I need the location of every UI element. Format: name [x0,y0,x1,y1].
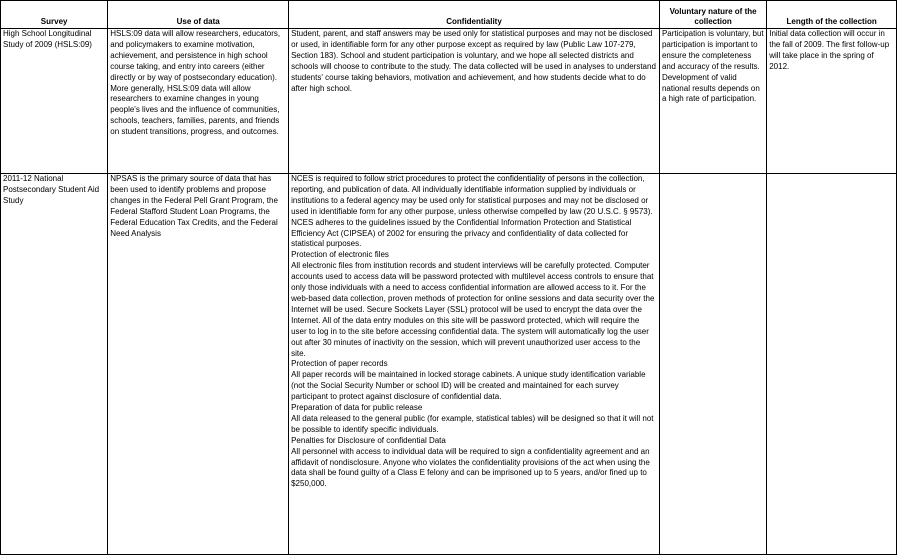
header-confidentiality[interactable]: Confidentiality [289,1,660,29]
cell-survey[interactable]: 2011-12 National Postsecondary Student Aid Study [1,174,108,555]
section-heading-electronic-files: Protection of electronic files [291,250,389,260]
cell-use-of-data[interactable]: NPSAS is the primary source of data that has been used to identify problems and propose changes in the Federal Pell Grant Program, the Federal Stafford Student Loan Programs, the Federal Education Tax Credits, and the Federal Need Analysis [108,174,289,555]
cell-confidentiality[interactable] [289,174,660,555]
confidentiality-paragraph: NCES is required to follow strict procedures to protect the confidentiality of persons in the collection, reporting, and publication of data. All individually identifiable information supplied by individuals or institutions to a federal agency may be used only for statistical purposes and may not be disclosed or used in identifiable form for any other purpose, unless otherwise compelled by law (20 U.S.C. § 9573). NCES adheres to the guidelines issued by the Confidential Information Protection and Statistical Efficiency Act (CIPSEA) of 2002 for ensuring the privacy and confidentiality of data collected for statistical purposes. [291,174,653,249]
header-use-of-data[interactable]: Use of data [108,1,289,29]
cell-survey[interactable]: High School Longitudinal Study of 2009 (HSLS:09) [1,29,108,174]
cell-confidentiality[interactable] [289,29,660,174]
section-heading-penalties: Penalties for Disclosure of confidential Data [291,435,446,445]
confidentiality-paragraph: All personnel with access to individual data will be required to sign a confidentiality agreement and an affidavit of nondisclosure. Anyone who violates the confidentiality provisions of the act when using the data shall be found guilty of a Class E felony and can be imprisoned up to 5 years, and/or fined up to $250,000. [291,446,650,489]
cell-length[interactable] [767,174,897,555]
header-row [1,1,897,29]
header-survey[interactable]: Survey [1,1,108,29]
header-length[interactable]: Length of the collection [767,1,897,29]
cell-voluntary-nature[interactable]: Participation is voluntary, but participation is important to ensure the completeness and accuracy of the results. Development of valid national results depends on a high rate of participation. [659,29,766,174]
header-voluntary-nature[interactable]: Voluntary nature of the collection [659,1,766,29]
cell-voluntary-nature[interactable] [659,174,766,555]
confidentiality-paragraph: All paper records will be maintained in locked storage cabinets. A unique study identification variable (not the Social Security Number or school ID) will be created and maintained for each survey participant to protect against disclosure of confidential data. [291,370,646,402]
table-row [1,174,897,555]
cell-length[interactable]: Initial data collection will occur in the fall of 2009. The first follow-up will take place in the spring of 2012. [767,29,897,174]
confidentiality-paragraph: Student, parent, and staff answers may be used only for statistical purposes and may not be disclosed or used, in identifiable form for any other purpose except as required by law (Public Law 107-279, Section 183). School and student participation is voluntary, and we hope all selected districts and schools will choose to contribute to the study. The data collected will be used in analyses to understand students' course taking behaviors, motivation and achievement, and how students decide what to do after high school. [291,29,656,93]
section-heading-paper-records: Protection of paper records [291,359,388,369]
confidentiality-paragraph: All data released to the general public (for example, statistical tables) will be designed so that it will not be possible to identify specific individuals. [291,413,654,434]
confidentiality-paragraph: All electronic files from institution records and student interviews will be carefully protected. Computer accounts used to access data will be password protected with multilevel access controls to ensure that only those individuals with a need to access confidential information are allowed access to it. For the web-based data collection, proven methods of protection for online sessions and data security over the Internet will be used. Secure Sockets Layer (SSL) protocol will be used to encrypt the data over the Internet. All of the data entry modules on this site will be password protected, which will require the user to log in to the site before accessing confidential data. The system will automatically log the user out after 30 minutes of inactivity on the session, which will prevent unauthorized user access to the site. [291,261,655,358]
table-row [1,29,897,174]
section-heading-public-release: Preparation of data for public release [291,403,423,413]
cell-use-of-data[interactable]: HSLS:09 data will allow researchers, educators, and policymakers to examine motivation, achievement, and persistence in high school course taking, and entry into careers (either directly or by way of postsecondary education). More generally, HSLS:09 data will allow researchers to examine changes in young people's lives and the influence of communities, schools, teachers, families, parents, and friends on student transitions, progress, and outcomes. [108,29,289,174]
